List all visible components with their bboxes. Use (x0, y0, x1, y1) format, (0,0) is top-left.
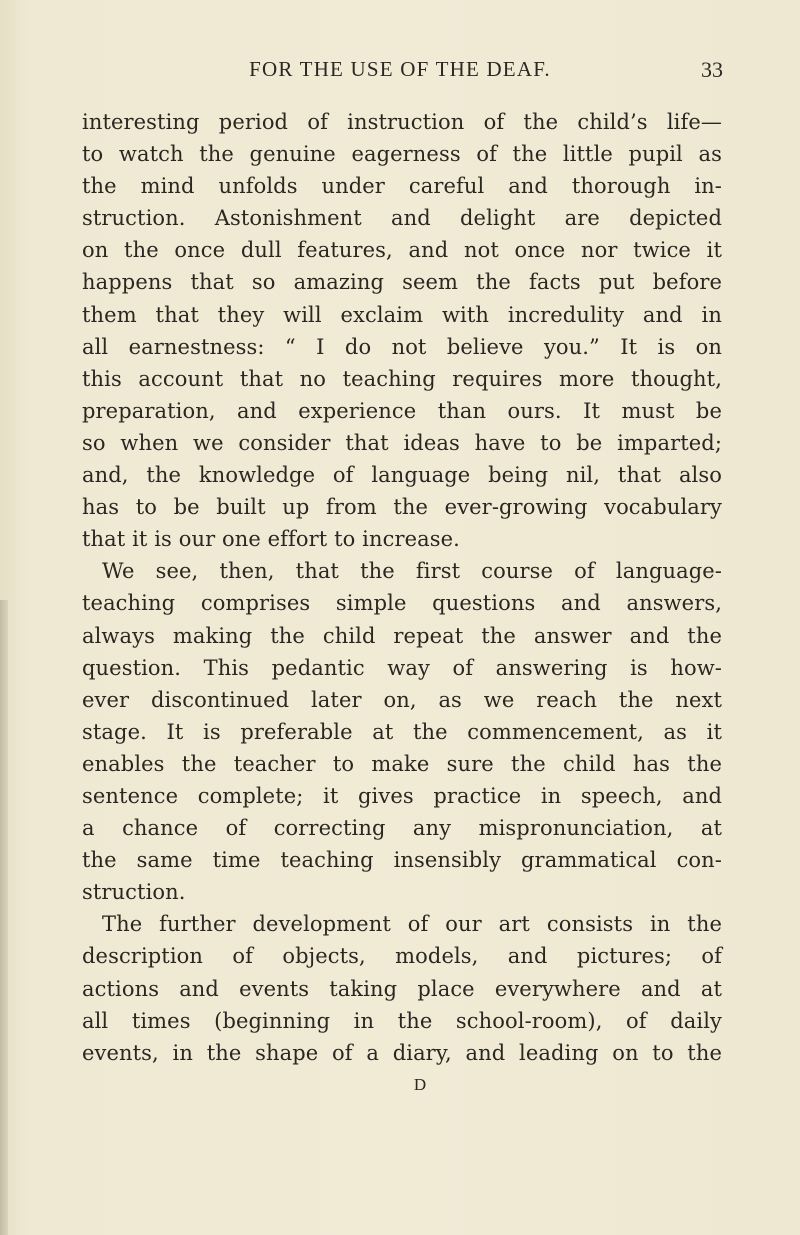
text-line: struction. Astonishment and delight are depicted (82, 206, 722, 231)
text-line: question. This pedantic way of answering is how- (82, 655, 722, 680)
text-line: interesting period of instruction of the child’s life— (82, 110, 722, 134)
text-line: happens that so amazing seem the facts put before (82, 270, 722, 295)
text-line: and, the knowledge of language being nil, that also (82, 463, 722, 488)
text-line: events, in the shape of a diary, and leading on to the (82, 1040, 722, 1065)
text-line: sentence complete; it gives practice in speech, and (82, 783, 722, 808)
text-line: enables the teacher to make sure the child has the (82, 751, 722, 776)
text-line: the same time teaching insensibly grammatical con- (82, 848, 722, 873)
text-line: preparation, and experience than ours. It must be (82, 398, 722, 423)
text-line: all times (beginning in the school-room), of daily (82, 1008, 722, 1033)
text-line: The further development of our art consists in the (102, 912, 722, 937)
text-line: this account that no teaching requires more thought, (82, 366, 722, 391)
text-line: the mind unfolds under careful and thorough in- (82, 174, 722, 199)
text-line: ever discontinued later on, as we reach the next (82, 687, 722, 712)
text-line: always making the child repeat the answer and the (82, 623, 722, 648)
signature-mark: D (413, 1075, 427, 1094)
text-line: to watch the genuine eagerness of the little pupil as (82, 142, 722, 167)
page-number: 33 (701, 57, 723, 82)
text-line: them that they will exclaim with incredulity and in (82, 302, 722, 327)
text-line: description of objects, models, and pictures; of (82, 944, 722, 969)
text-line: actions and events taking place everywhere and at (82, 976, 722, 1001)
running-title: FOR THE USE OF THE DEAF. (249, 57, 551, 81)
text-line: has to be built up from the ever-growing vocabulary (82, 495, 722, 520)
text-line: teaching comprises simple questions and answers, (82, 591, 722, 616)
text-line: struction. (82, 880, 186, 905)
running-head (75, 57, 725, 87)
text-line: a chance of correcting any mispronunciation, at (82, 816, 722, 841)
text-line: all earnestness: “ I do not believe you.” It is on (82, 334, 722, 359)
text-line: on the once dull features, and not once nor twice it (82, 238, 722, 263)
text-line: so when we consider that ideas have to be imparted; (82, 430, 722, 455)
text-line: We see, then, that the first course of language- (102, 559, 722, 584)
page-binding-edge (0, 600, 8, 1235)
text-line: that it is our one effort to increase. (82, 527, 460, 552)
body-text (82, 106, 722, 1069)
text-line: stage. It is preferable at the commencement, as it (82, 719, 722, 744)
